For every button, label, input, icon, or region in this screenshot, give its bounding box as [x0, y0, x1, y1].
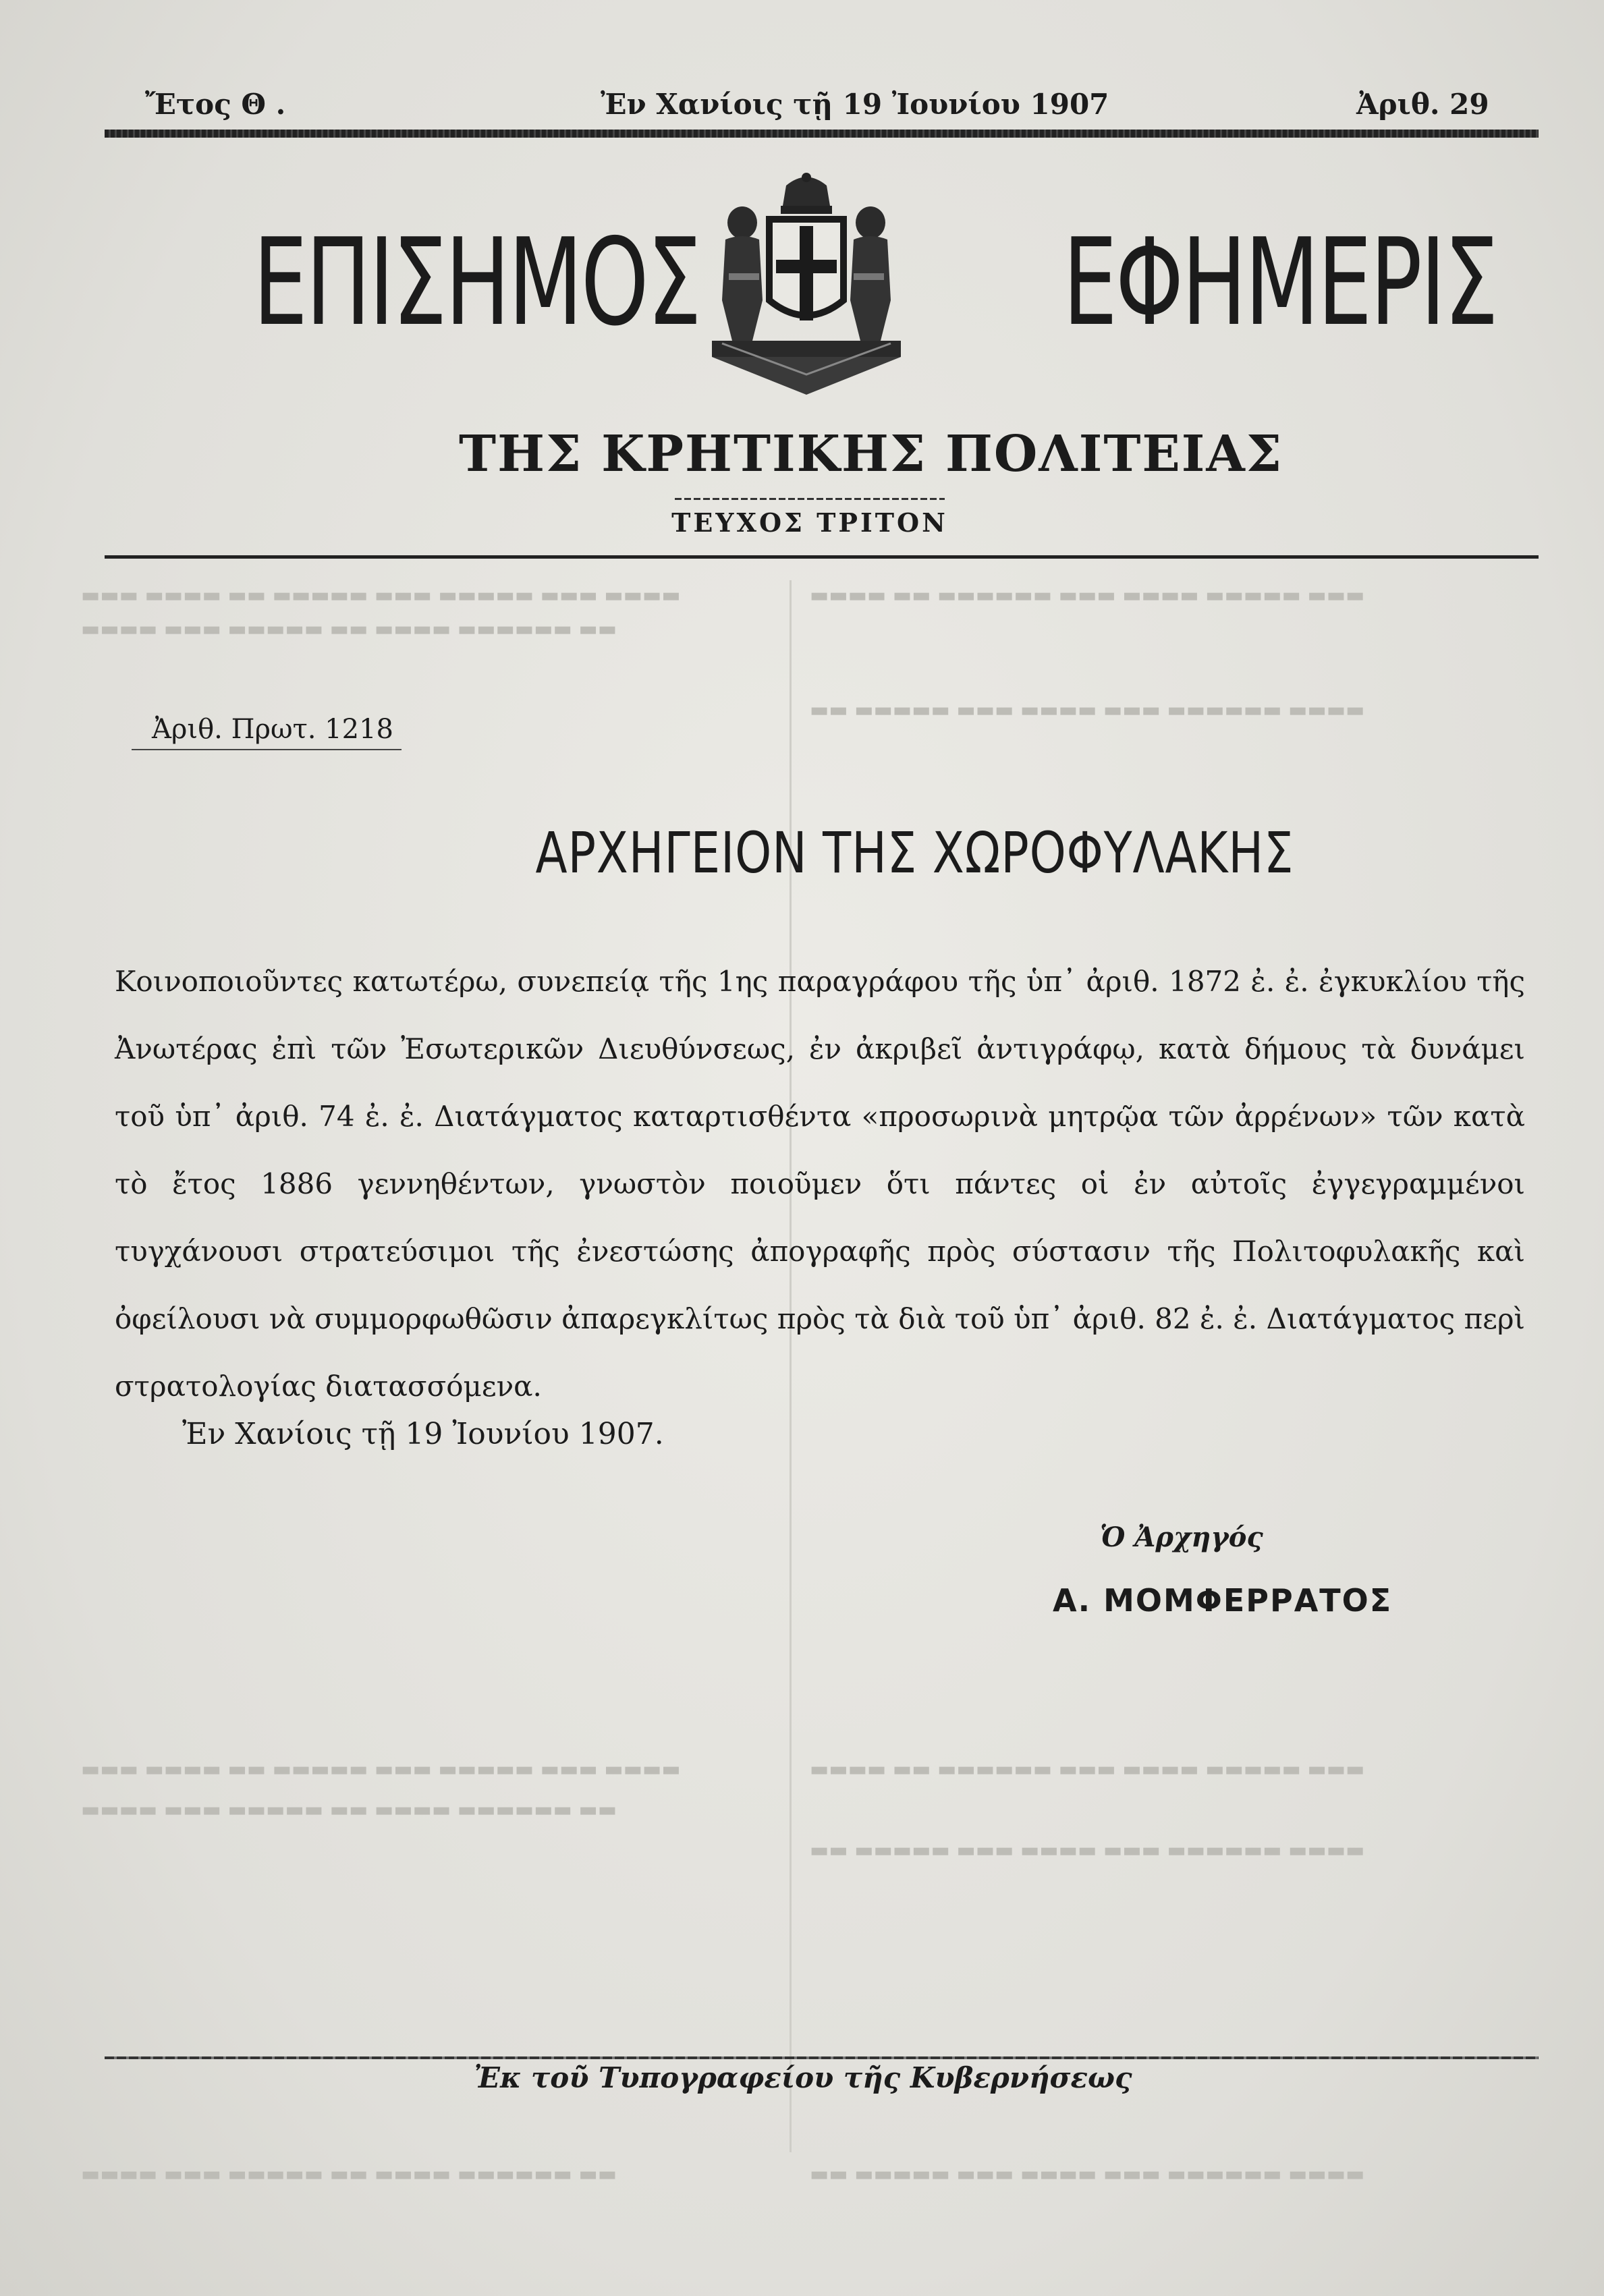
printer-imprint: Ἐκ τοῦ Τυπογραφείου τῆς Κυβερνήσεως — [474, 2061, 1132, 2094]
document-heading: ΑΡΧΗΓΕΙΟΝ ΤΗΣ ΧΩΡΟΦΥΛΑΚΗΣ — [535, 820, 1294, 886]
title-left: ΕΠΙΣΗΜΟΣ — [253, 213, 700, 352]
title-right: ΕΦΗΜΕΡΙΣ — [1063, 213, 1497, 352]
footer-rule — [105, 2056, 1539, 2059]
masthead-subtitle: ΤΗΣ ΚΡΗΤΙΚΗΣ ΠΟΛΙΤΕΙΑΣ — [459, 425, 1283, 483]
protocol-underline — [132, 749, 402, 750]
signature-title: Ὁ Ἀρχηγός — [1100, 1521, 1263, 1553]
top-thick-rule — [105, 130, 1539, 138]
masthead-bottom-rule — [105, 555, 1539, 559]
document-body: Κοινοποιοῦντες κατωτέρω, συνεπείᾳ τῆς 1ης παραγράφου τῆς ὑπ᾽ ἀριθ. 1872 ἐ. ἐ. ἐγκυκλίου τῆς Ἀνωτέρας ἐπὶ τῶν Ἐσωτερικῶν Διευθύνσεως, ἐν ἀκριβεῖ ἀντιγράφῳ, κατὰ δήμους τὰ δυνάμει τοῦ ὑπ᾽ ἀριθ. 74 ἐ. ἐ. Διατάγματος καταρτισθέντα «προσωρινὰ μητρῷα τῶν ἀρρένων» τῶν κατὰ τὸ ἔτος 1886 γεννηθέντων, γνωστὸν ποιοῦμεν ὅτι πάντες οἱ ἐν αὐτοῖς ἐγγεγραμμένοι τυγχάνουσι στρατεύσιμοι τῆς ἐνεστώσης ἀπογραφῆς πρὸς σύστασιν τῆς Πολιτοφυλακῆς καὶ ὀφείλουσι νὰ συμμορφωθῶσιν ἀπαρεγκλίτως πρὸς τὰ διὰ τοῦ ὑπ᾽ ἀριθ. 82 ἐ. ἐ. Διατάγματος περὶ στρατολογίας διατασσόμενα. — [115, 965, 1525, 1403]
decorative-wavy-rule — [675, 498, 945, 500]
issue-part: ΤΕΥΧΟΣ ΤΡΙΤΟΝ — [671, 507, 948, 538]
year-label: Ἔτος Θ . — [145, 88, 286, 121]
issue-number: Ἀριθ. 29 — [1356, 88, 1489, 121]
newspaper-page: ▬▬▬ ▬▬▬▬ ▬▬ ▬▬▬▬▬ ▬▬▬ ▬▬▬▬▬ ▬▬▬ ▬▬▬▬ ▬▬▬▬ ▬▬▬ ▬▬▬▬▬ ▬▬ ▬▬▬▬ ▬▬▬▬▬▬ ▬▬ ▬▬▬▬ ▬▬ ▬▬▬▬▬▬ ▬▬▬ ▬▬▬▬ ▬▬▬▬▬ ▬▬▬ ▬▬ ▬▬▬▬▬ ▬▬▬ ▬▬▬▬ ▬▬▬ ▬▬▬▬▬▬ ▬▬▬▬ ▬▬▬ ▬▬▬▬ ▬▬ ▬▬▬▬▬ ▬▬▬ ▬▬▬▬▬ ▬▬▬ ▬▬▬▬ ▬▬▬▬ ▬▬▬ ▬▬▬▬▬ ▬▬ ▬▬▬▬ ▬▬▬▬▬▬ ▬▬ ▬▬▬▬ ▬▬ ▬▬▬▬▬▬ ▬▬▬ ▬▬▬▬ ▬▬▬▬▬ ▬▬▬ ▬▬ ▬▬▬▬▬ ▬▬▬ ▬▬▬▬ ▬▬▬ ▬▬▬▬▬▬ ▬▬▬▬ ▬▬▬▬ ▬▬▬ ▬▬▬▬▬ ▬▬ ▬▬▬▬ ▬▬▬▬▬▬ ▬▬ ▬▬ ▬▬▬▬▬ ▬▬▬ ▬▬▬▬ ▬▬▬ ▬▬▬▬▬▬ ▬▬▬▬ Ἔτος Θ . Ἐν Χανίοις τῇ 19 Ἰουνίου 1907 Ἀριθ. 29 ΕΠΙΣΗΜΟΣ ΕΦΗΜΕΡΙΣ ΤΗΣ ΚΡΗΤΙΚΗΣ ΠΟΛΙΤΕΙΑΣ ΤΕΥΧΟΣ ΤΡΙΤΟΝ Ἀριθ. Πρωτ. 1218 ΑΡΧΗΓΕΙΟΝ ΤΗΣ ΧΩΡΟΦΥΛΑΚΗΣ Κοινοποιοῦντες κατωτέρω, συνεπείᾳ τῆς 1ης παραγράφου τῆς ὑπ᾽ ἀριθ. 1872 ἐ. ἐ. ἐγκυκλίου τῆς Ἀνωτέρας ἐπὶ τῶν Ἐσωτερικῶν Διευθύνσεως, ἐν ἀκριβεῖ ἀντιγράφῳ, κατὰ δήμους τὰ δυνάμει τοῦ ὑπ᾽ ἀριθ. 74 ἐ. ἐ. Διατάγματος καταρτισθέντα «προσωρινὰ μητρῷα τῶν ἀρρένων» τῶν κατὰ τὸ ἔτος 1886 γεννηθέντων, γνωστὸν ποιοῦμεν ὅτι πάντες οἱ ἐν αὐτοῖς ἐγγεγραμμένοι τυγχάνουσι στρατεύσιμοι τῆς ἐνεστώσης ἀπογραφῆς πρὸς σύστασιν τῆς Πολιτοφυλακῆς καὶ ὀφείλουσι νὰ συμμορφωθῶσιν ἀπαρεγκλίτως πρὸς τὰ διὰ τοῦ ὑπ᾽ ἀριθ. 82 ἐ. ἐ. Διατάγματος περὶ στρατολογίας διατασσόμενα. Ἐν Χανίοις τῇ 19 Ἰουνίου 1907. Ὁ Ἀρχηγός Α. ΜΟΜΦΕΡΡΑΤΟΣ Ἐκ τοῦ Τυπογραφείου τῆς Κυβερνήσεως — [0, 0, 1604, 2296]
place-date: Ἐν Χανίοις τῇ 19 Ἰουνίου 1907. — [182, 1417, 664, 1451]
protocol-number: Ἀριθ. Πρωτ. 1218 — [152, 714, 393, 745]
signature-name: Α. ΜΟΜΦΕΡΡΑΤΟΣ — [1053, 1582, 1393, 1619]
issue-date: Ἐν Χανίοις τῇ 19 Ἰουνίου 1907 — [601, 88, 1109, 121]
royal-coat-of-arms-icon — [705, 172, 908, 401]
